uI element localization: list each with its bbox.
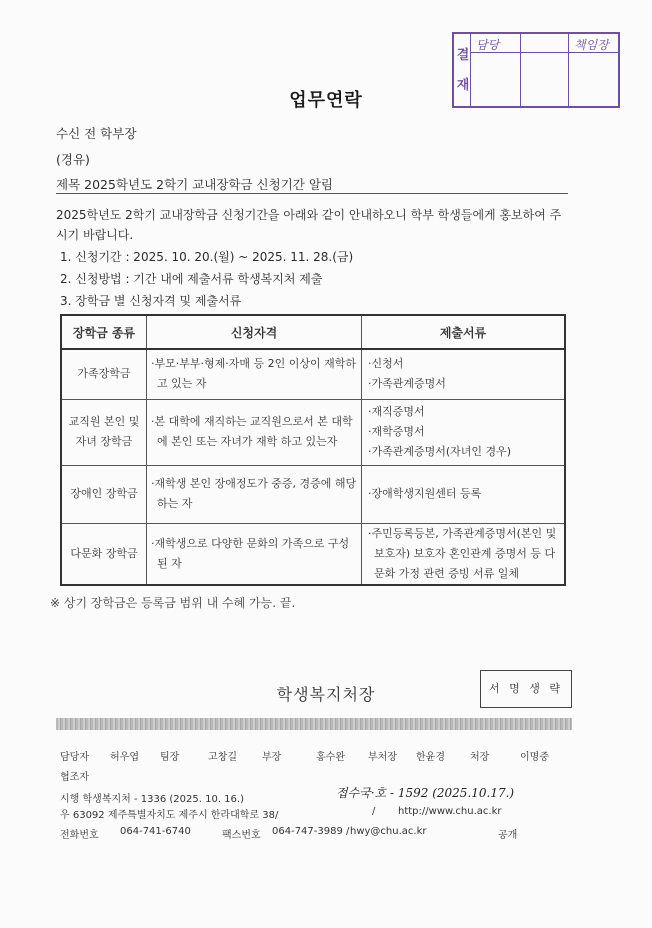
footer-separator-bar [56, 718, 572, 730]
issuer-name: 학생복지처장 [276, 685, 376, 704]
qualification-cell [147, 349, 362, 399]
phone-label: 전화번호 [60, 830, 99, 841]
phone-number: 064-741-6740 [120, 826, 191, 837]
intro-text-1: 2025학년도 2학기 교내장학금 신청기간을 아래와 같이 안내하오니 학부 학생들에게 홍보하여 주 [56, 208, 562, 222]
staff-role: 부장 [262, 752, 282, 763]
staff-name: 홍수완 [316, 752, 345, 763]
visibility-label: 공개 [498, 830, 518, 841]
document-item: ·재학증명서 [368, 425, 425, 438]
staff-role: 담당자 [60, 752, 89, 763]
fax-label: 팩스번호 [222, 830, 261, 841]
staff-role: 처장 [470, 752, 490, 763]
closing-note: ※ 상기 장학금은 등록금 범위 내 수혜 가능. 끝. [50, 596, 296, 610]
application-period: 1. 신청기간 : 2025. 10. 20.(월) ~ 2025. 11. 28.(금) [60, 250, 354, 264]
qualification-cell [147, 399, 362, 465]
table-row [61, 465, 565, 523]
document-item: ·주민등록등본, 가족관계증명서(본인 및 보호자) 보호자 혼인관계 증명서 등 다문화 가정 관련 증빙 서류 일체 [368, 526, 557, 580]
documents-cell [362, 465, 566, 523]
scholarship-name: 다문화 장학금 [61, 523, 147, 585]
qualification-text: ·부모·부부·형제·자매 등 2인 이상이 재학하고 있는 자 [151, 357, 356, 391]
scholarship-name: 가족장학금 [61, 349, 147, 399]
subject-line: 제목 2025학년도 2학기 교내장학금 신청기간 알림 [56, 177, 333, 192]
postal-address: 우 63092 제주특별자치도 제주시 한라대학로 38/ [60, 810, 279, 821]
column-header: 장학금 종류 [61, 315, 147, 349]
column-header: 신청자격 [147, 315, 362, 349]
approval-col-staff: 담당 [476, 38, 500, 52]
documents-cell [362, 399, 566, 465]
email-address: hwy@chu.ac.kr [350, 826, 427, 837]
receipt-number-handwritten: 접수국·호 - 1592 (2025.10.17.) [336, 786, 515, 800]
qualification-text: ·본 대학에 재직하는 교직원으로서 본 대학에 본인 또는 자녀가 재학 하고 있는자 [151, 415, 353, 448]
seal-omitted-box: 서 명 생 략 [480, 670, 572, 708]
scholarship-table [60, 314, 566, 586]
website-url: http://www.chu.ac.kr [398, 806, 502, 817]
address-separator: / [372, 806, 376, 817]
staff-name: 이명중 [520, 752, 549, 763]
document-title: 업무연락 [289, 90, 363, 111]
column-header: 제출서류 [362, 315, 566, 349]
fax-number: 064-747-3989 / [272, 826, 350, 837]
table-header-row [61, 315, 565, 349]
document-item: ·신청서 [368, 357, 404, 371]
documents-cell [362, 523, 566, 585]
qualification-cell [147, 523, 362, 585]
document-item: ·재직증명서 [368, 405, 425, 418]
table-row [61, 523, 565, 585]
qualification-heading: 3. 장학금 별 신청자격 및 제출서류 [60, 294, 242, 308]
table-row [61, 399, 565, 465]
table-row [61, 349, 565, 399]
approval-side-label-bottom: 재 [456, 78, 470, 93]
staff-name: 고창길 [208, 752, 237, 763]
document-item: ·장애학생지원센터 등록 [368, 487, 482, 500]
application-method: 2. 신청방법 : 기간 내에 제출서류 학생복지처 제출 [60, 272, 323, 286]
intro-text-2: 시기 바랍니다. [56, 228, 134, 242]
staff-role: 팀장 [160, 752, 180, 763]
recipient-line: 수신 전 학부장 [56, 126, 137, 141]
qualification-cell [147, 465, 362, 523]
scholarship-name: 교직원 본인 및 자녀 장학금 [61, 399, 147, 465]
document-item: ·가족관계증명서(자녀인 경우) [368, 445, 512, 458]
staff-role: 부처장 [368, 752, 397, 763]
approval-side-label-top: 결 [456, 48, 470, 63]
documents-cell [362, 349, 566, 399]
qualification-text: ·재학생 본인 장애정도가 중증, 경증에 해당하는 자 [151, 477, 357, 510]
via-line: (경유) [56, 152, 90, 167]
enforcement-number: 시행 학생복지처 - 1336 (2025. 10. 16.) [60, 794, 244, 805]
cooperator-label: 협조자 [60, 772, 89, 783]
subject-rule [56, 193, 568, 194]
scholarship-name: 장애인 장학금 [61, 465, 147, 523]
staff-name: 허우엽 [110, 752, 139, 763]
staff-name: 한윤경 [416, 752, 445, 763]
approval-col-head: 책임장 [574, 38, 609, 52]
document-item: ·가족관계증명서 [368, 377, 446, 391]
qualification-text: ·재학생으로 다양한 문화의 가족으로 구성된 자 [151, 536, 350, 570]
